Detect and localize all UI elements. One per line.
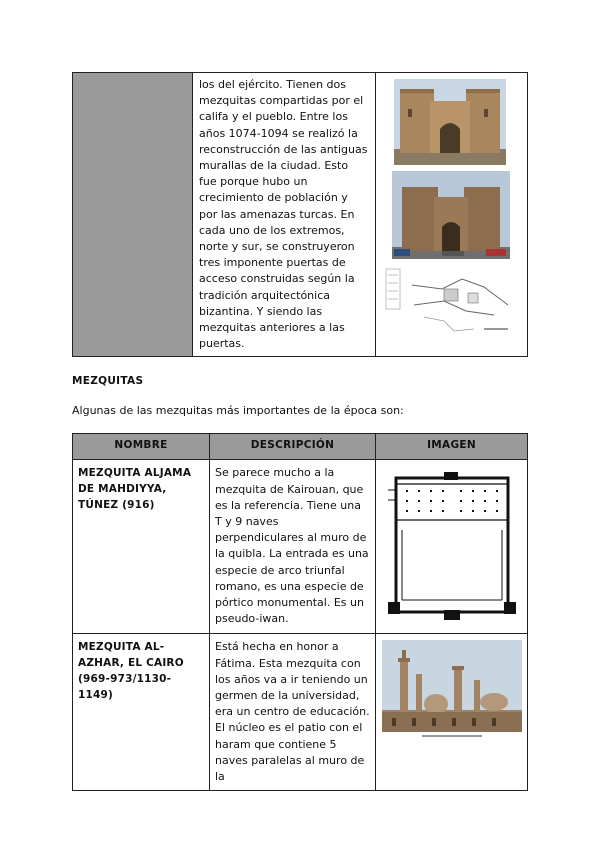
gates-site-plan	[384, 265, 514, 337]
table-row	[73, 634, 528, 791]
mosque-description: Se parece mucho a la mezquita de Kairouan, que es la referencia. Tiene una T y 9 naves perpendiculares al muro de la quibla. La entrada es una especie de arco triunfal romano, es una especie de pórtico monumental. Es un pseudo-iwan.	[210, 460, 376, 634]
gates-images-cell	[376, 73, 528, 357]
mahdiyya-floor-plan	[386, 470, 518, 622]
bab-al-nasr-photo	[392, 171, 510, 259]
mosque-name: MEZQUITA ALJAMA DE MAHDIYYA, TÚNEZ (916)	[73, 460, 210, 634]
empty-name-cell	[73, 73, 193, 357]
section-intro: Algunas de las mezquitas más importantes de la época son:	[72, 404, 404, 418]
table-row	[73, 460, 528, 634]
header-image: IMAGEN	[376, 434, 528, 460]
header-description: DESCRIPCIÓN	[210, 434, 376, 460]
table-header-row	[73, 434, 528, 460]
al-azhar-photo	[382, 640, 522, 740]
mosque-description: Está hecha en honor a Fátima. Esta mezquita con los años va a ir teniendo un germen de la universidad, era un centro de educación. El núcleo es el patio con el haram que contiene 5 naves paralelas al muro de la	[210, 634, 376, 791]
continuation-table	[72, 72, 528, 357]
header-name: NOMBRE	[73, 434, 210, 460]
mosques-table	[72, 433, 528, 791]
bab-al-futuh-photo	[394, 79, 506, 165]
mosque-name: MEZQUITA AL-AZHAR, EL CAIRO (969-973/1130-1149)	[73, 634, 210, 791]
document-page	[72, 72, 527, 791]
mosque-image-cell	[376, 460, 528, 634]
section-title: MEZQUITAS	[72, 375, 144, 388]
walls-description: los del ejército. Tienen dos mezquitas compartidas por el califa y el pueblo. Entre los años 1074-1094 se realizó la reconstrucción de las antiguas murallas de la ciudad. Esto fue porque hubo un crecimiento de población y por las amenazas turcas. En cada uno de los extremos, norte y sur, se construyeron tres imponente puertas de acceso construidas según la tradición arquitectónica bizantina. Y siendo las mezquitas anteriores a las puertas.	[193, 73, 376, 357]
mosque-image-cell	[376, 634, 528, 791]
